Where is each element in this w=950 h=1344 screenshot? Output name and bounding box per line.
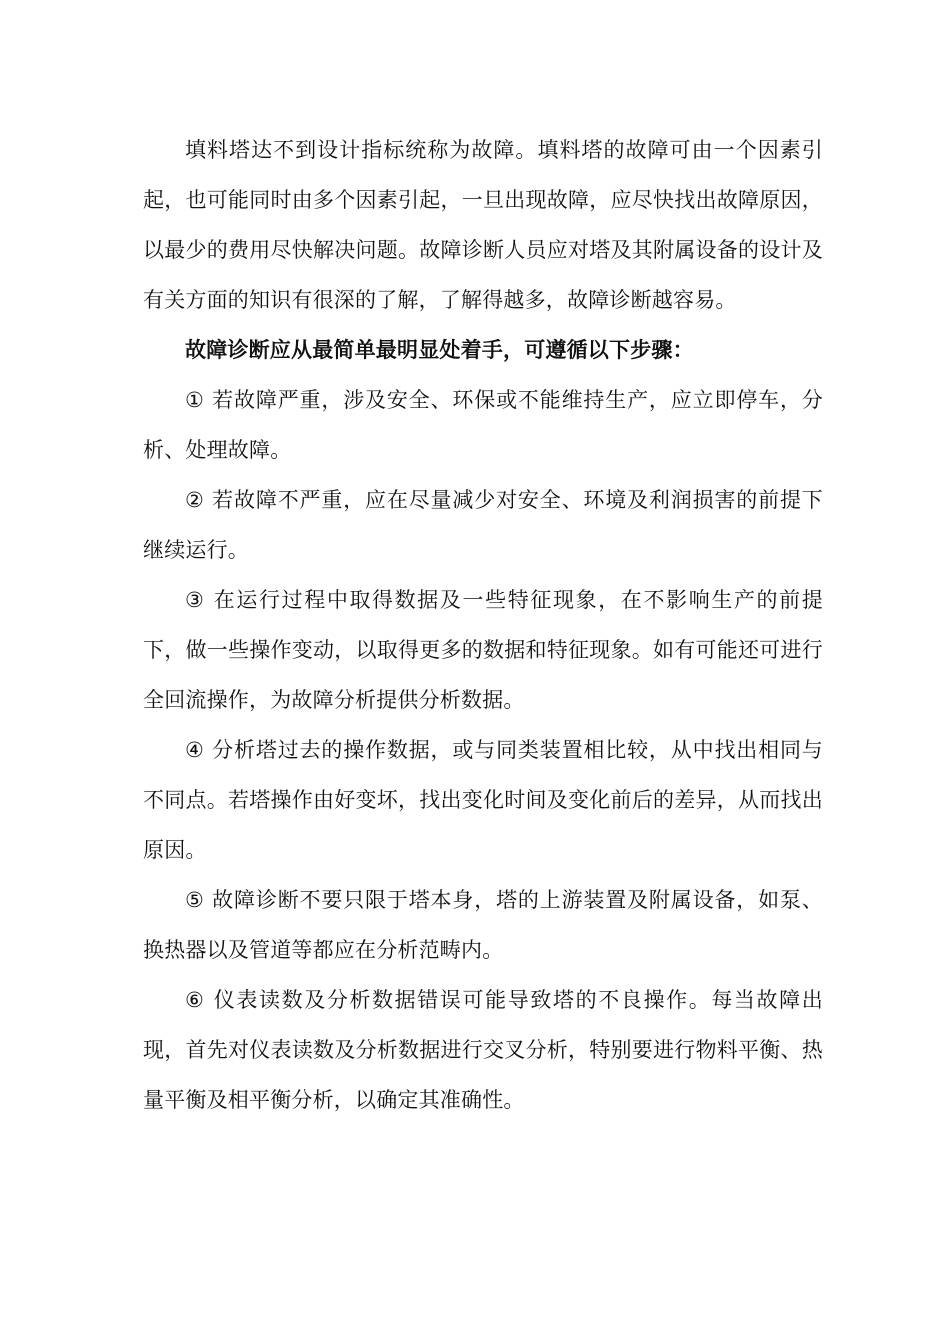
step-5-paragraph: ⑤ 故障诊断不要只限于塔本身，塔的上游装置及附属设备，如泵、换热器以及管道等都应在分析范畴内。 bbox=[143, 888, 823, 962]
document-body bbox=[143, 125, 823, 1125]
step-6-paragraph: ⑥ 仪表读数及分析数据错误可能导致塔的不良操作。每当故障出现，首先对仪表读数及分析数据进行交叉分析，特别要进行物料平衡、热量平衡及相平衡分析，以确定其准确性。 bbox=[143, 988, 823, 1112]
step-2-paragraph: ② 若故障不严重，应在尽量减少对安全、环境及利润损害的前提下继续运行。 bbox=[143, 488, 823, 562]
steps-heading: 故障诊断应从最简单最明显处着手，可遵循以下步骤： bbox=[185, 338, 694, 362]
intro-paragraph: 填料塔达不到设计指标统称为故障。填料塔的故障可由一个因素引起，也可能同时由多个因素引起，一旦出现故障，应尽快找出故障原因，以最少的费用尽快解决问题。故障诊断人员应对塔及其附属设备的设计及有关方面的知识有很深的了解，了解得越多，故障诊断越容易。 bbox=[143, 138, 823, 312]
step-3-paragraph: ③ 在运行过程中取得数据及一些特征现象，在不影响生产的前提下，做一些操作变动，以取得更多的数据和特征现象。如有可能还可进行全回流操作，为故障分析提供分析数据。 bbox=[143, 588, 823, 712]
step-1-paragraph: ① 若故障严重，涉及安全、环保或不能维持生产，应立即停车，分析、处理故障。 bbox=[143, 388, 823, 462]
step-4-paragraph: ④ 分析塔过去的操作数据，或与同类装置相比较，从中找出相同与不同点。若塔操作由好变坏，找出变化时间及变化前后的差异，从而找出原因。 bbox=[143, 738, 823, 862]
